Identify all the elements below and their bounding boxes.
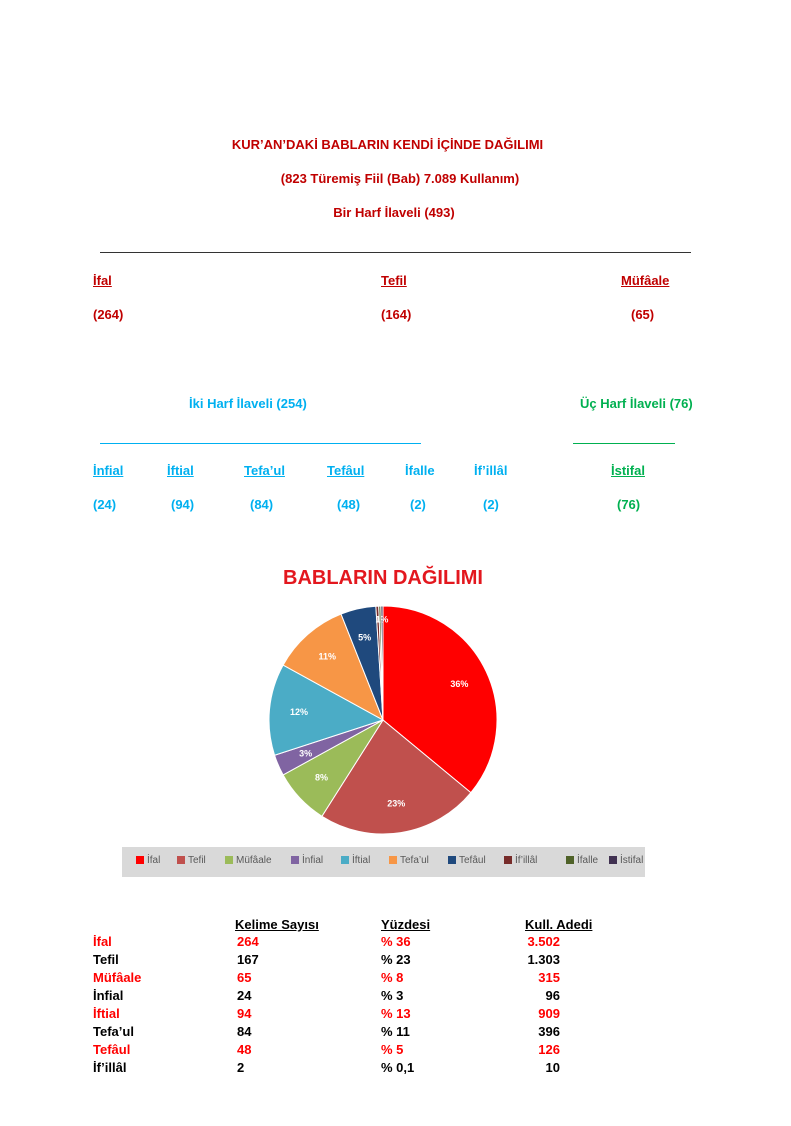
legend-label: İnfial <box>302 855 324 866</box>
table-cell-name: İf’illâl <box>93 1060 127 1075</box>
legend-item-7 <box>504 855 537 866</box>
legend-item-1 <box>177 855 206 866</box>
legend-swatch <box>566 856 574 864</box>
table-cell-name: Tefa’ul <box>93 1024 134 1039</box>
legend-swatch <box>609 856 617 864</box>
pie-label-2: 8% <box>314 772 329 783</box>
legend-item-0 <box>136 855 160 866</box>
section-two-letter-title: İki Harf İlaveli (254) <box>189 396 307 411</box>
legend-label: İfalle <box>577 855 599 866</box>
table-cell-count: 2 <box>237 1060 245 1075</box>
table-cell-name: İftial <box>93 1006 120 1021</box>
table-cell-name: İnfial <box>93 988 124 1003</box>
page-subtitle: (823 Türemiş Fiil (Bab) 7.089 Kullanım) <box>280 171 520 186</box>
bab-tefaul-label: Tefa’ul <box>244 463 285 478</box>
chart-legend <box>122 847 645 877</box>
legend-item-3 <box>291 855 323 866</box>
legend-item-2 <box>225 855 272 866</box>
table-cell-percent: % 8 <box>381 970 404 985</box>
bab-ifillal-label: İf’illâl <box>474 463 508 478</box>
legend-swatch <box>448 856 456 864</box>
legend-label: İftial <box>352 855 371 866</box>
legend-label: İstifal <box>620 855 644 866</box>
table-cell-percent: % 23 <box>381 952 411 967</box>
bab-ifalle-count: (2) <box>410 497 426 512</box>
table-cell-percent: % 5 <box>381 1042 404 1057</box>
table-cell-name: Müfâale <box>93 970 142 985</box>
bab-infial-label: İnfial <box>93 463 124 478</box>
table-cell-percent: % 3 <box>381 988 404 1003</box>
bab-tefil-label: Tefil <box>381 273 407 288</box>
table-cell-percent: % 0,1 <box>381 1060 415 1075</box>
legend-swatch <box>389 856 397 864</box>
legend-label: İf’illâl <box>515 855 538 866</box>
pie-label-4: 12% <box>290 707 309 718</box>
pie-label-5: 11% <box>318 651 336 662</box>
page-title: KUR’AN’DAKİ BABLARIN KENDİ İÇİNDE DAĞILIMI <box>231 137 544 152</box>
bab-tefaul2-label: Tefâul <box>327 463 365 478</box>
table-cell-count: 94 <box>237 1006 252 1021</box>
bab-istifal-count: (76) <box>617 497 641 512</box>
legend-item-6 <box>448 855 486 866</box>
pie-label-1: 23% <box>387 798 406 809</box>
table-cell-count: 24 <box>237 988 252 1003</box>
table-cell-count: 167 <box>237 952 259 967</box>
table-header-percent: Yüzdesi <box>381 917 431 932</box>
bab-ifillal-count: (2) <box>483 497 499 512</box>
table-cell-name: Tefil <box>93 952 119 967</box>
bab-ifalle-label: İfalle <box>405 463 435 478</box>
table-cell-usage: 10 <box>545 1060 560 1075</box>
table-cell-usage: 96 <box>545 988 560 1003</box>
table-cell-name: İfal <box>93 934 112 949</box>
table-cell-usage: 396 <box>538 1024 560 1039</box>
bab-ifal-count: (264) <box>93 307 124 322</box>
legend-label: İfal <box>147 855 161 866</box>
table-cell-count: 84 <box>237 1024 252 1039</box>
pie-label-3: 3% <box>299 748 313 759</box>
table-cell-usage: 1.303 <box>527 952 560 967</box>
table-cell-percent: % 11 <box>381 1024 410 1039</box>
legend-item-4 <box>341 855 370 866</box>
bab-iftial-count: (94) <box>171 497 195 512</box>
table-cell-usage: 3.502 <box>527 934 560 949</box>
table-cell-count: 65 <box>237 970 252 985</box>
legend-swatch <box>504 856 512 864</box>
table-cell-usage: 126 <box>538 1042 560 1057</box>
table-cell-count: 264 <box>237 934 259 949</box>
legend-swatch <box>291 856 299 864</box>
section-three-letter-title: Üç Harf İlaveli (76) <box>580 396 693 411</box>
legend-label: Tefâul <box>459 855 486 866</box>
table-cell-usage: 909 <box>538 1006 560 1021</box>
table-cell-usage: 315 <box>538 970 560 985</box>
legend-item-5 <box>389 855 429 866</box>
legend-label: Tefil <box>188 855 206 866</box>
bab-infial-count: (24) <box>93 497 117 512</box>
legend-item-9 <box>609 855 643 866</box>
legend-swatch <box>177 856 185 864</box>
table-cell-count: 48 <box>237 1042 252 1057</box>
legend-swatch <box>225 856 233 864</box>
legend-label: Müfâale <box>236 855 272 866</box>
legend-item-8 <box>566 855 598 866</box>
table-header-usage: Kull. Adedi <box>525 917 593 932</box>
bab-tefaul2-count: (48) <box>337 497 361 512</box>
bab-tefil-count: (164) <box>381 307 412 322</box>
legend-label: Tefa’ul <box>400 855 429 866</box>
pie-label-6: 5% <box>358 632 372 643</box>
table-cell-percent: % 36 <box>381 934 411 949</box>
legend-swatch <box>136 856 144 864</box>
table-header-count: Kelime Sayısı <box>235 917 319 932</box>
bab-istifal-label: İstifal <box>611 463 645 478</box>
pie-label-7: 1% <box>375 614 389 625</box>
bab-mufaale-label: Müfâale <box>621 273 670 288</box>
pie-label-0: 36% <box>450 679 469 690</box>
bab-tefaul-count: (84) <box>250 497 274 512</box>
table-cell-name: Tefâul <box>93 1042 131 1057</box>
bab-ifal-label: İfal <box>93 273 112 288</box>
chart-title: BABLARIN DAĞILIMI <box>283 567 483 589</box>
bab-iftial-label: İftial <box>167 463 194 478</box>
legend-swatch <box>341 856 349 864</box>
section-one-letter-title: Bir Harf İlaveli (493) <box>333 205 455 220</box>
bab-mufaale-count: (65) <box>631 307 655 322</box>
table-cell-percent: % 13 <box>381 1006 411 1021</box>
